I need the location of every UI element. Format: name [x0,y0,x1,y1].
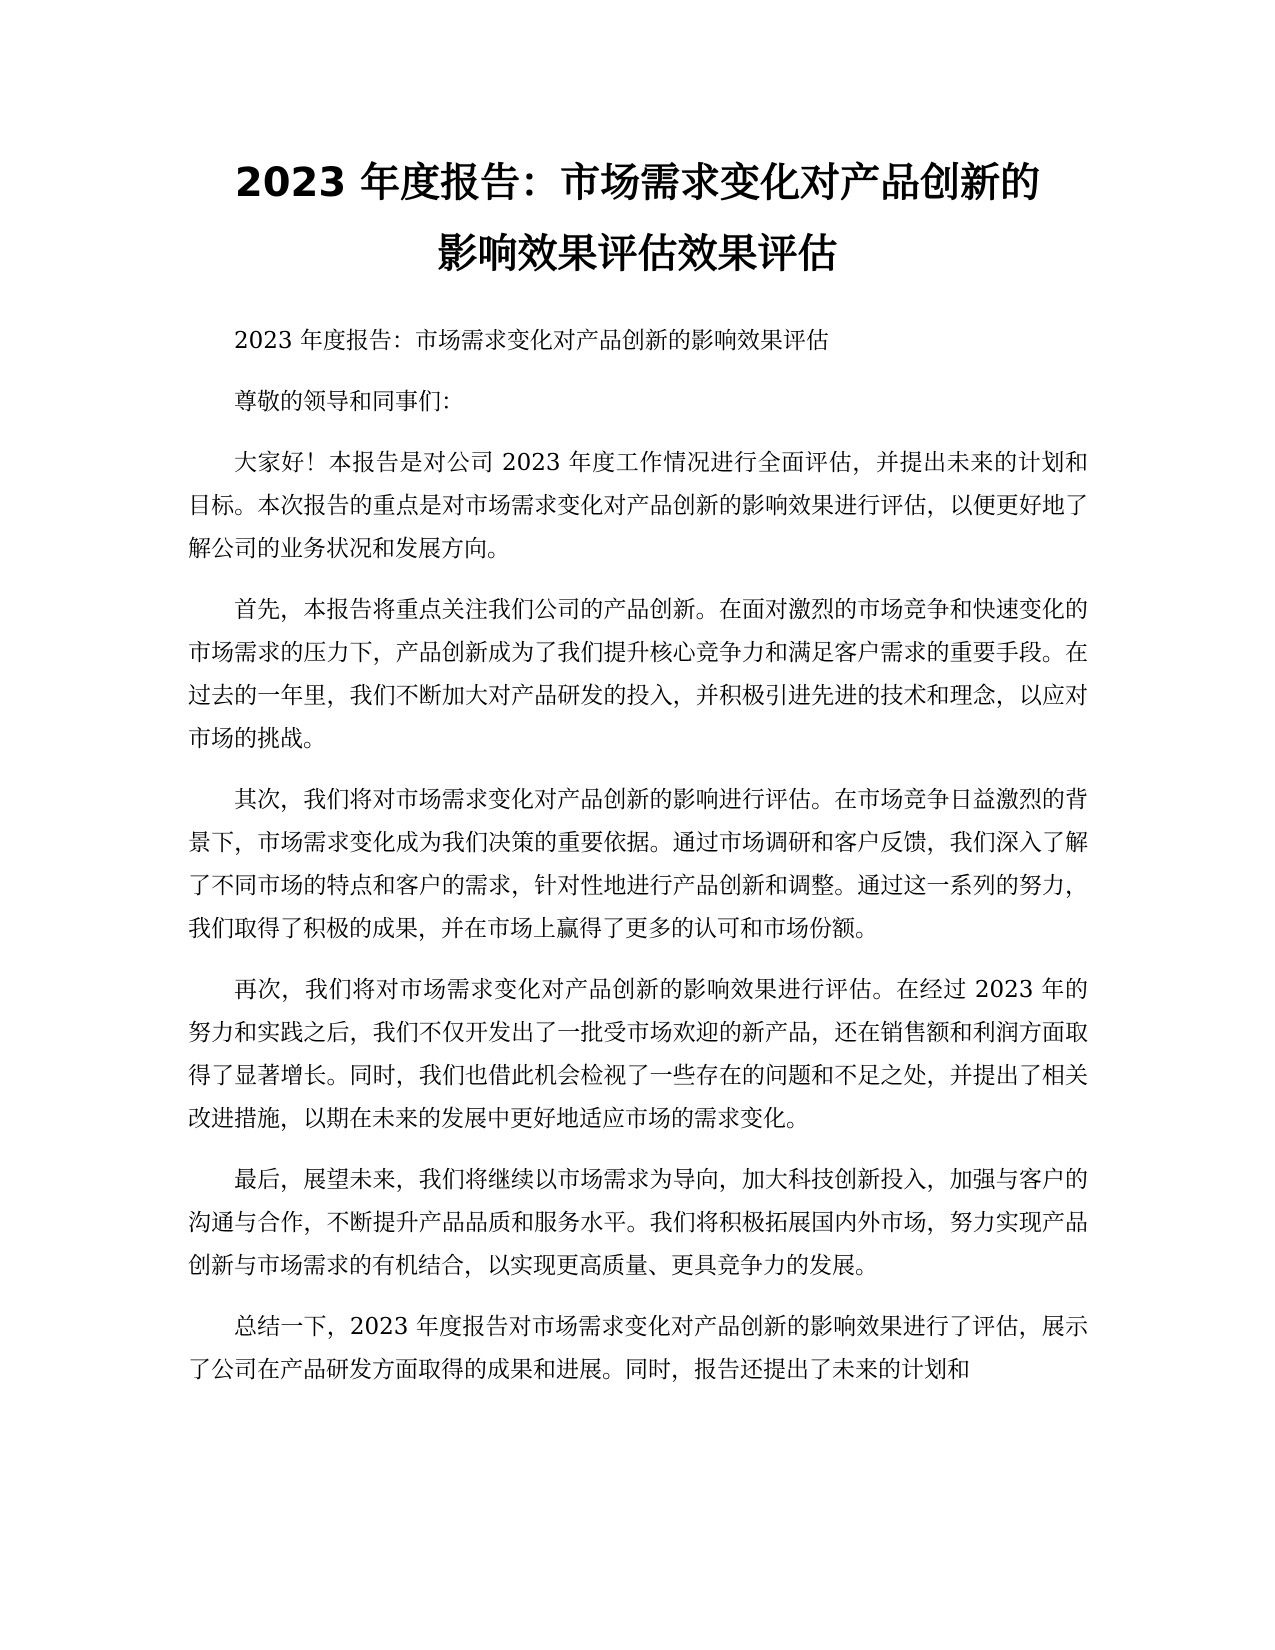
first-point-paragraph: 首先，本报告将重点关注我们公司的产品创新。在面对激烈的市场竞争和快速变化的市场需求的压力下，产品创新成为了我们提升核心竞争力和满足客户需求的重要手段。在过去的一年里，我们不断加大对产品研发的投入，并积极引进先进的技术和理念，以应对市场的挑战。 [188,597,1088,752]
title-line-2: 影响效果评估效果评估 [437,231,838,277]
document-body [188,320,1088,1410]
subtitle-paragraph: 2023 年度报告：市场需求变化对产品创新的影响效果评估 [234,328,829,354]
salutation-paragraph: 尊敬的领导和同事们： [234,389,464,415]
document-title [150,148,1125,290]
intro-paragraph: 大家好！本报告是对公司 2023 年度工作情况进行全面评估，并提出未来的计划和目标。本次报告的重点是对市场需求变化对产品创新的影响效果进行评估，以便更好地了解公司的业务状况和发展方向。 [188,450,1088,562]
second-point-paragraph: 其次，我们将对市场需求变化对产品创新的影响进行评估。在市场竞争日益激烈的背景下，市场需求变化成为我们决策的重要依据。通过市场调研和客户反馈，我们深入了解了不同市场的特点和客户的需求，针对性地进行产品创新和调整。通过这一系列的努力，我们取得了积极的成果，并在市场上赢得了更多的认可和市场份额。 [188,787,1088,942]
outlook-paragraph: 最后，展望未来，我们将继续以市场需求为导向，加大科技创新投入，加强与客户的沟通与合作，不断提升产品品质和服务水平。我们将积极拓展国内外市场，努力实现产品创新与市场需求的有机结合，以实现更高质量、更具竞争力的发展。 [188,1167,1088,1279]
third-point-paragraph: 再次，我们将对市场需求变化对产品创新的影响效果进行评估。在经过 2023 年的努力和实践之后，我们不仅开发出了一批受市场欢迎的新产品，还在销售额和利润方面取得了显著增长。同时，我们也借此机会检视了一些存在的问题和不足之处，并提出了相关改进措施，以期在未来的发展中更好地适应市场的需求变化。 [188,977,1088,1132]
summary-paragraph: 总结一下，2023 年度报告对市场需求变化对产品创新的影响效果进行了评估，展示了公司在产品研发方面取得的成果和进展。同时，报告还提出了未来的计划和 [188,1314,1088,1383]
title-line-1: 2023 年度报告：市场需求变化对产品创新的 [234,160,1041,206]
